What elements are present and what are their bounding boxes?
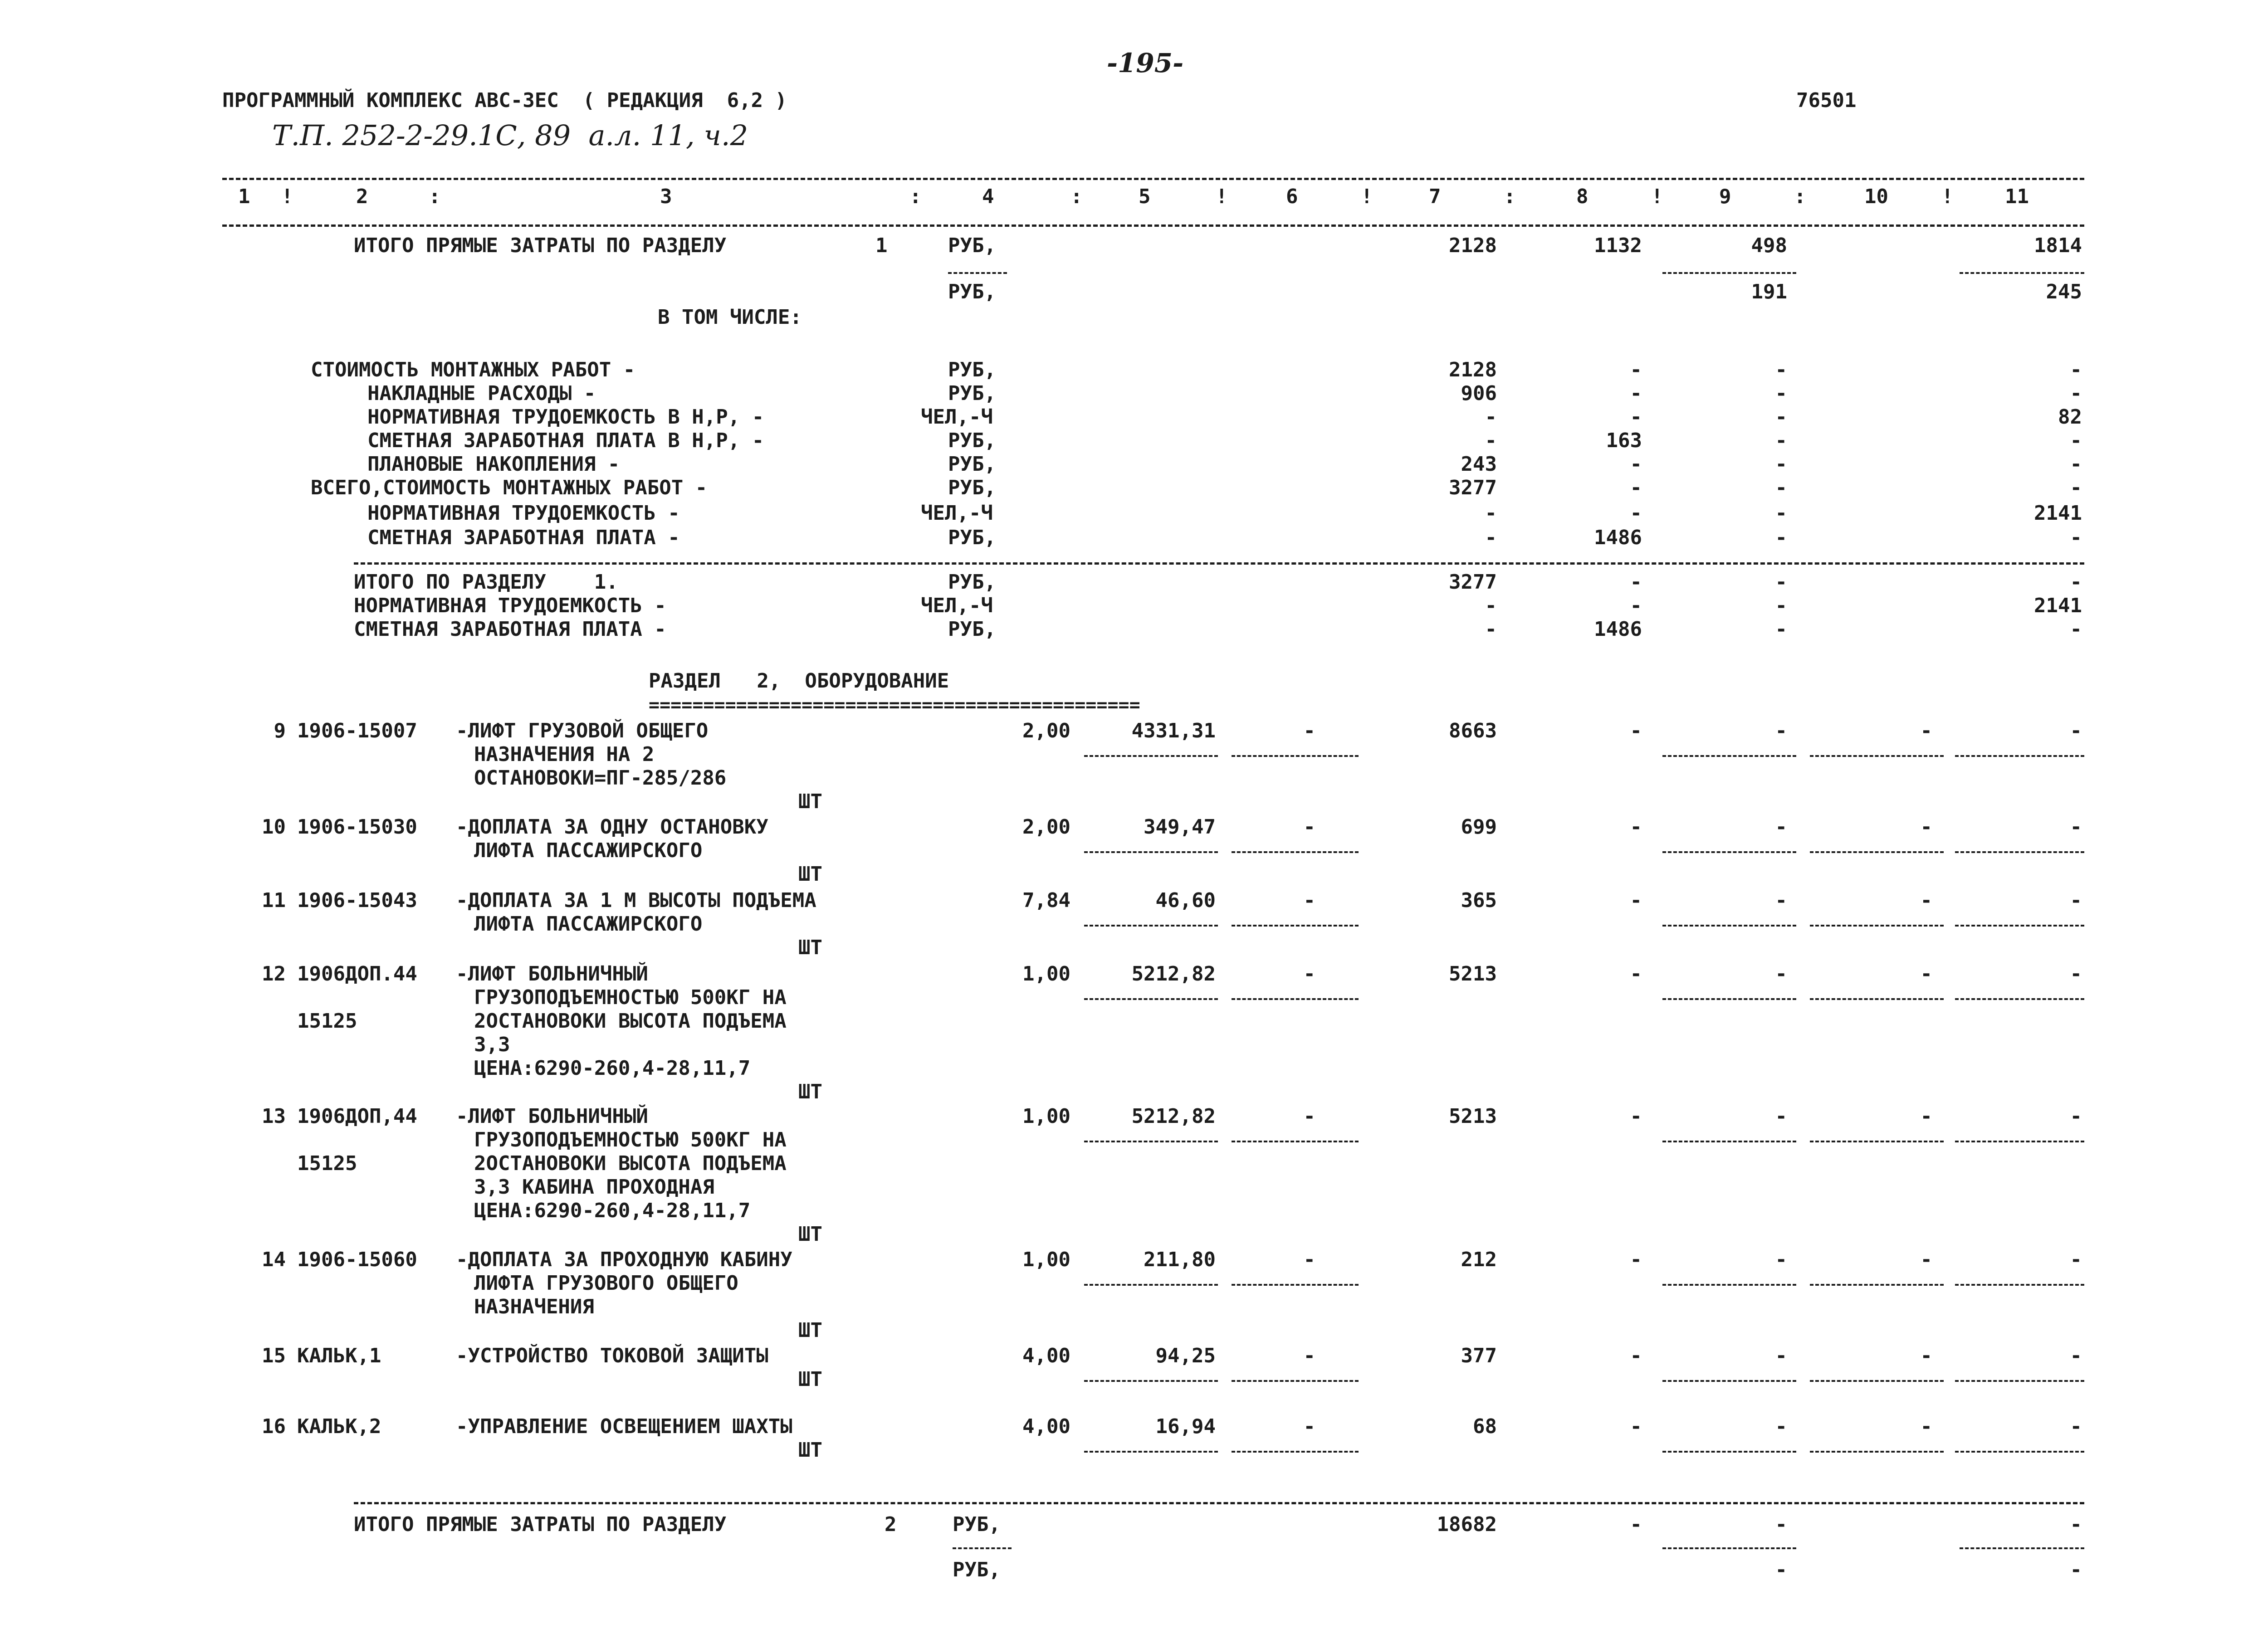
list-item-c8: 1486 <box>1594 618 1642 641</box>
list-item-unit: РУБ, <box>948 453 996 476</box>
list-item-c7: - <box>1485 526 1497 549</box>
s1-total-c11: 1814 <box>2034 234 2082 257</box>
list-item-unit: РУБ, <box>948 571 996 594</box>
s2-total-direct-label: ИТОГО ПРЯМЫЕ ЗАТРАТЫ ПО РАЗДЕЛУ <box>354 1513 727 1536</box>
list-item-c7: - <box>1485 429 1497 452</box>
row-unit: ШТ <box>798 790 822 813</box>
row-qty: 4,00 <box>1022 1415 1070 1438</box>
row-price: 94,25 <box>1155 1344 1216 1367</box>
row-qty: 2,00 <box>1022 719 1070 742</box>
s2-second-unit: РУБ, <box>953 1558 1001 1581</box>
row-number: 16 <box>262 1415 286 1438</box>
list-item-c7: - <box>1485 594 1497 617</box>
row-qty: 4,00 <box>1022 1344 1070 1367</box>
row-code: 1906-15007 <box>297 719 417 742</box>
list-item-label: ПЛАНОВЫЕ НАКОПЛЕНИЯ - <box>367 453 620 476</box>
row-c7: 699 <box>1461 815 1497 839</box>
row-desc: ЦЕНА:6290-260,4-28,11,7 <box>474 1199 751 1222</box>
list-item-unit: РУБ, <box>948 526 996 549</box>
row-price: 5212,82 <box>1131 962 1216 985</box>
s2-second-c9: - <box>1775 1558 1787 1581</box>
row-number: 15 <box>262 1344 286 1367</box>
row-c6: - <box>1303 1415 1315 1438</box>
row-c11: - <box>2070 1344 2082 1367</box>
row-code-2: 15125 <box>297 1010 357 1033</box>
handwritten-reference: Т.П. 252-2-29.1С, 89 а.л. 11, ч.2 <box>272 119 748 152</box>
list-item-c7: 2128 <box>1449 358 1497 381</box>
row-c8: - <box>1630 1344 1642 1367</box>
list-item-unit: РУБ, <box>948 358 996 381</box>
row-c8: - <box>1630 962 1642 985</box>
col-11: 11 <box>2005 185 2029 208</box>
col-8: 8 <box>1576 185 1589 208</box>
list-item-c8: 1486 <box>1594 526 1642 549</box>
list-item-c9: - <box>1775 594 1787 617</box>
col-2: 2 <box>356 185 368 208</box>
s2-totals-rule <box>354 1502 2084 1504</box>
row-unit: ШТ <box>798 1368 822 1391</box>
row-c9: - <box>1775 1105 1787 1128</box>
row-price: 5212,82 <box>1131 1105 1216 1128</box>
header-rule-top <box>222 178 2084 180</box>
row-c10: - <box>1920 1415 1932 1438</box>
row-desc: ГРУЗОПОДЪЕМНОСТЬЮ 500КГ НА <box>474 1128 787 1151</box>
row-unit: ШТ <box>798 1080 822 1103</box>
row-price: 46,60 <box>1155 889 1216 912</box>
row-c9: - <box>1775 1415 1787 1438</box>
row-desc: -УСТРОЙСТВО ТОКОВОЙ ЗАЩИТЫ <box>456 1344 768 1367</box>
col-9: 9 <box>1719 185 1731 208</box>
row-qty: 2,00 <box>1022 815 1070 839</box>
row-desc: 3,3 КАБИНА ПРОХОДНАЯ <box>474 1176 714 1199</box>
list-item-unit: ЧЕЛ,-Ч <box>921 502 993 525</box>
row-c7: 68 <box>1473 1415 1497 1438</box>
row-c6: - <box>1303 889 1315 912</box>
list-item-c8: - <box>1630 594 1642 617</box>
list-item-c8: - <box>1630 405 1642 429</box>
row-c11: - <box>2070 1105 2082 1128</box>
row-desc: -УПРАВЛЕНИЕ ОСВЕЩЕНИЕМ ШАХТЫ <box>456 1415 792 1438</box>
row-desc: 2ОСТАНОВОКИ ВЫСОТА ПОДЪЕМА <box>474 1010 787 1033</box>
list-item-c8: - <box>1630 502 1642 525</box>
list-item-label: СМЕТНАЯ ЗАРАБОТНАЯ ПЛАТА - <box>367 526 680 549</box>
list-item-c11: 2141 <box>2034 502 2082 525</box>
section2-title: РАЗДЕЛ 2, ОБОРУДОВАНИЕ <box>649 669 949 693</box>
row-desc: НАЗНАЧЕНИЯ <box>474 1295 594 1318</box>
row-number: 14 <box>262 1248 286 1271</box>
section2-underline: ============================================= <box>649 695 1140 716</box>
row-c10: - <box>1920 1105 1932 1128</box>
list-item-c7: - <box>1485 405 1497 429</box>
row-c7: 5213 <box>1449 962 1497 985</box>
row-c6: - <box>1303 1105 1315 1128</box>
row-number: 13 <box>262 1105 286 1128</box>
s1-second-unit: РУБ, <box>948 280 996 303</box>
row-desc: 3,3 <box>474 1033 510 1056</box>
row-c8: - <box>1630 1415 1642 1438</box>
row-code: 1906-15060 <box>297 1248 417 1271</box>
row-desc: -ДОПЛАТА ЗА 1 М ВЫСОТЫ ПОДЪЕМА <box>456 889 816 912</box>
header-rule-bottom <box>222 224 2084 227</box>
list-item-c9: - <box>1775 618 1787 641</box>
row-desc: -ЛИФТ БОЛЬНИЧНЫЙ <box>456 1105 648 1128</box>
list-item-label: ВСЕГО,СТОИМОСТЬ МОНТАЖНЫХ РАБОТ - <box>311 476 708 499</box>
list-item-c11: - <box>2070 526 2082 549</box>
row-code: 1906ДОП.44 <box>297 962 417 985</box>
list-item-c9: - <box>1775 502 1787 525</box>
row-c6: - <box>1303 815 1315 839</box>
list-item-c9: - <box>1775 476 1787 499</box>
list-item-label: НОРМАТИВНАЯ ТРУДОЕМКОСТЬ - <box>354 594 666 617</box>
s2-second-c11: - <box>2070 1558 2082 1581</box>
col-10: 10 <box>1864 185 1888 208</box>
list-item-label: НОРМАТИВНАЯ ТРУДОЕМКОСТЬ - <box>367 502 680 525</box>
row-c8: - <box>1630 1248 1642 1271</box>
s2-total-c8: - <box>1630 1513 1642 1536</box>
row-c6: - <box>1303 1344 1315 1367</box>
row-qty: 1,00 <box>1022 1248 1070 1271</box>
row-c7: 365 <box>1461 889 1497 912</box>
row-c10: - <box>1920 815 1932 839</box>
list-item-c9: - <box>1775 358 1787 381</box>
list-item-c9: - <box>1775 429 1787 452</box>
row-c6: - <box>1303 719 1315 742</box>
list-item-unit: РУБ, <box>948 476 996 499</box>
col-4: 4 <box>982 185 994 208</box>
s1-totals-rule <box>354 562 2084 565</box>
list-item-c7: 906 <box>1461 382 1497 405</box>
list-item-c9: - <box>1775 405 1787 429</box>
s1-total-direct-label: ИТОГО ПРЯМЫЕ ЗАТРАТЫ ПО РАЗДЕЛУ <box>354 234 727 257</box>
list-item-c8: - <box>1630 453 1642 476</box>
list-item-c8: - <box>1630 571 1642 594</box>
s1-total-direct-num: 1 <box>875 234 888 257</box>
list-item-c9: - <box>1775 571 1787 594</box>
row-c8: - <box>1630 719 1642 742</box>
s1-including-label: В ТОМ ЧИСЛЕ: <box>658 306 802 329</box>
col-3: 3 <box>660 185 672 208</box>
row-c9: - <box>1775 1248 1787 1271</box>
row-desc: ЛИФТА ПАССАЖИРСКОГО <box>474 912 703 936</box>
row-unit: ШТ <box>798 863 822 886</box>
row-c10: - <box>1920 962 1932 985</box>
row-c8: - <box>1630 889 1642 912</box>
list-item-label: ИТОГО ПО РАЗДЕЛУ 1. <box>354 571 618 594</box>
list-item-c8: - <box>1630 476 1642 499</box>
row-number: 12 <box>262 962 286 985</box>
list-item-unit: ЧЕЛ,-Ч <box>921 405 993 429</box>
list-item-c11: 2141 <box>2034 594 2082 617</box>
col-6: 6 <box>1286 185 1298 208</box>
s2-total-c11: - <box>2070 1513 2082 1536</box>
list-item-unit: ЧЕЛ,-Ч <box>921 594 993 617</box>
row-number: 9 <box>274 719 286 742</box>
row-c11: - <box>2070 1415 2082 1438</box>
row-c7: 5213 <box>1449 1105 1497 1128</box>
row-c8: - <box>1630 815 1642 839</box>
s2-total-c9: - <box>1775 1513 1787 1536</box>
col-7: 7 <box>1429 185 1441 208</box>
s1-total-c9: 498 <box>1751 234 1787 257</box>
list-item-c9: - <box>1775 526 1787 549</box>
document-code: 76501 <box>1796 89 1857 112</box>
s2-total-c7: 18682 <box>1437 1513 1497 1536</box>
list-item-c7: - <box>1485 618 1497 641</box>
row-c6: - <box>1303 962 1315 985</box>
list-item-label: СТОИМОСТЬ МОНТАЖНЫХ РАБОТ - <box>311 358 635 381</box>
row-price: 349,47 <box>1144 815 1216 839</box>
row-desc: -ЛИФТ ГРУЗОВОЙ ОБЩЕГО <box>456 719 709 742</box>
list-item-c7: - <box>1485 502 1497 525</box>
row-c11: - <box>2070 1248 2082 1271</box>
row-c11: - <box>2070 962 2082 985</box>
row-c8: - <box>1630 1105 1642 1128</box>
list-item-c8: - <box>1630 382 1642 405</box>
row-c9: - <box>1775 889 1787 912</box>
list-item-unit: РУБ, <box>948 429 996 452</box>
list-item-c8: 163 <box>1606 429 1642 452</box>
list-item-c11: - <box>2070 618 2082 641</box>
row-c9: - <box>1775 815 1787 839</box>
row-unit: ШТ <box>798 1439 822 1462</box>
row-c11: - <box>2070 719 2082 742</box>
program-title: ПРОГРАММНЫЙ КОМПЛЕКС АВС-ЗЕС ( РЕДАКЦИЯ 6,2 ) <box>222 89 787 112</box>
row-price: 211,80 <box>1144 1248 1216 1271</box>
s1-second-c11: 245 <box>2046 280 2082 303</box>
row-qty: 1,00 <box>1022 1105 1070 1128</box>
row-c10: - <box>1920 1248 1932 1271</box>
list-item-c11: - <box>2070 382 2082 405</box>
s2-total-unit: РУБ, <box>953 1513 1001 1536</box>
list-item-c11: - <box>2070 476 2082 499</box>
list-item-c7: 3277 <box>1449 476 1497 499</box>
row-desc: НАЗНАЧЕНИЯ НА 2 <box>474 743 655 766</box>
list-item-label: НАКЛАДНЫЕ РАСХОДЫ - <box>367 382 596 405</box>
list-item-label: СМЕТНАЯ ЗАРАБОТНАЯ ПЛАТА - <box>354 618 666 641</box>
row-desc: -ЛИФТ БОЛЬНИЧНЫЙ <box>456 962 648 985</box>
list-item-c11: 82 <box>2058 405 2082 429</box>
list-item-label: НОРМАТИВНАЯ ТРУДОЕМКОСТЬ В Н,Р, - <box>367 405 764 429</box>
row-qty: 7,84 <box>1022 889 1070 912</box>
list-item-c11: - <box>2070 429 2082 452</box>
list-item-c8: - <box>1630 358 1642 381</box>
row-desc: ЛИФТА ПАССАЖИРСКОГО <box>474 839 703 862</box>
list-item-c11: - <box>2070 358 2082 381</box>
s1-second-c9: 191 <box>1751 280 1787 303</box>
row-c9: - <box>1775 1344 1787 1367</box>
list-item-unit: РУБ, <box>948 382 996 405</box>
list-item-c7: 243 <box>1461 453 1497 476</box>
s1-total-c8: 1132 <box>1594 234 1642 257</box>
row-desc: ОСТАНОВОКИ=ПГ-285/286 <box>474 766 727 790</box>
row-qty: 1,00 <box>1022 962 1070 985</box>
row-unit: ШТ <box>798 1319 822 1342</box>
row-desc: -ДОПЛАТА ЗА ПРОХОДНУЮ КАБИНУ <box>456 1248 792 1271</box>
row-code-2: 15125 <box>297 1152 357 1175</box>
list-item-c11: - <box>2070 453 2082 476</box>
col-5: 5 <box>1139 185 1151 208</box>
s1-total-unit: РУБ, <box>948 234 996 257</box>
row-c10: - <box>1920 889 1932 912</box>
row-number: 11 <box>262 889 286 912</box>
row-code: КАЛЬК,2 <box>297 1415 381 1438</box>
row-unit: ШТ <box>798 936 822 959</box>
row-c6: - <box>1303 1248 1315 1271</box>
row-c11: - <box>2070 889 2082 912</box>
list-item-c11: - <box>2070 571 2082 594</box>
row-desc: -ДОПЛАТА ЗА ОДНУ ОСТАНОВКУ <box>456 815 768 839</box>
list-item-label: СМЕТНАЯ ЗАРАБОТНАЯ ПЛАТА В Н,Р, - <box>367 429 764 452</box>
row-unit: ШТ <box>798 1223 822 1246</box>
row-desc: ЦЕНА:6290-260,4-28,11,7 <box>474 1057 751 1080</box>
row-c7: 212 <box>1461 1248 1497 1271</box>
row-number: 10 <box>262 815 286 839</box>
row-code: КАЛЬК,1 <box>297 1344 381 1367</box>
row-desc: 2ОСТАНОВОКИ ВЫСОТА ПОДЪЕМА <box>474 1152 787 1175</box>
list-item-c7: 3277 <box>1449 571 1497 594</box>
row-code: 1906-15030 <box>297 815 417 839</box>
row-c9: - <box>1775 962 1787 985</box>
row-desc: ГРУЗОПОДЪЕМНОСТЬЮ 500КГ НА <box>474 986 787 1009</box>
s1-total-c7: 2128 <box>1449 234 1497 257</box>
row-c9: - <box>1775 719 1787 742</box>
row-c10: - <box>1920 1344 1932 1367</box>
list-item-c9: - <box>1775 453 1787 476</box>
row-price: 4331,31 <box>1131 719 1216 742</box>
s2-total-direct-num: 2 <box>885 1513 897 1536</box>
row-code: 1906ДОП,44 <box>297 1105 417 1128</box>
row-price: 16,94 <box>1155 1415 1216 1438</box>
row-c11: - <box>2070 815 2082 839</box>
col-1: 1 <box>238 185 250 208</box>
row-code: 1906-15043 <box>297 889 417 912</box>
row-desc: ЛИФТА ГРУЗОВОГО ОБЩЕГО <box>474 1272 738 1295</box>
row-c10: - <box>1920 719 1932 742</box>
page-number: -195- <box>1107 48 1184 78</box>
row-c7: 8663 <box>1449 719 1497 742</box>
row-c7: 377 <box>1461 1344 1497 1367</box>
list-item-unit: РУБ, <box>948 618 996 641</box>
list-item-c9: - <box>1775 382 1787 405</box>
